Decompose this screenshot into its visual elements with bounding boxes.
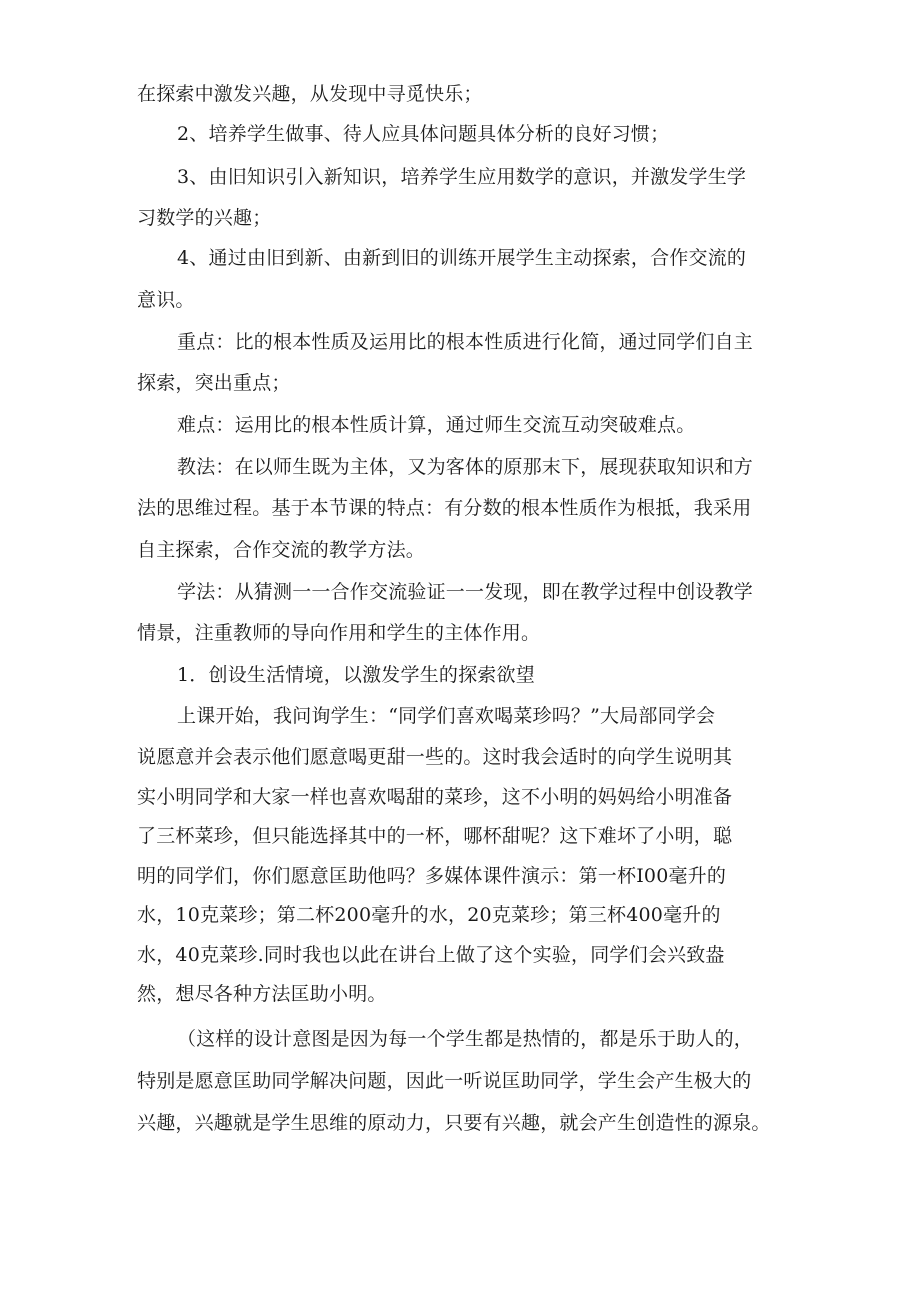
text-line: 教法：在以师生既为主体，又为客体的原那末下，展现获取知识和方	[177, 456, 754, 478]
text-line: 说愿意并会表示他们愿意喝更甜一些的。这时我会适时的向学生说明其	[137, 746, 733, 768]
text-line: 学法：从猜测一一合作交流验证一一发现，即在教学过程中创设教学	[177, 581, 754, 603]
text-line: 实小明同学和大家一样也喜欢喝甜的菜珍，这不小明的妈妈给小明准备	[137, 786, 733, 808]
text-line: 明的同学们，你们愿意匡助他吗？多媒体课件演示：第一杯I00毫升的	[137, 865, 727, 887]
text-line: 自主探索，合作交流的教学方法。	[137, 539, 426, 561]
text-line: 难点：运用比的根本性质计算，通过师生交流互动突破难点。	[177, 414, 696, 436]
text-line: 上课开始，我问询学生：“同学们喜欢喝菜珍吗？”大局部同学会	[177, 705, 716, 727]
text-line: 意识。	[137, 289, 195, 311]
text-line: 在探索中激发兴趣，从发现中寻觅快乐；	[137, 83, 483, 105]
text-line: 兴趣，兴趣就是学生思维的原动力，只要有兴趣，就会产生创造性的源泉。	[137, 1112, 771, 1134]
text-line: 水，10克菜珍；第二杯200毫升的水，20克菜珍；第三杯400毫升的	[137, 904, 721, 926]
text-line: 法的思维过程。基于本节课的特点：有分数的根本性质作为根抵，我采用	[137, 497, 752, 519]
text-line: 习数学的兴趣；	[137, 207, 272, 229]
text-line: 3、由旧知识引入新知识，培养学生应用数学的意识，并激发学生学	[177, 166, 747, 188]
text-line: 水，40克菜珍.同时我也以此在讲台上做了这个实验，同学们会兴致盎	[137, 944, 725, 966]
text-line: 2、培养学生做事、待人应具体问题具体分析的良好习惯；	[177, 123, 670, 145]
text-line: 特别是愿意匡助同学解决问题，因此一听说匡助同学，学生会产生极大的	[137, 1070, 752, 1092]
text-line: （这样的设计意图是因为每一个学生都是热情的，都是乐于助人的，	[177, 1028, 754, 1050]
section-heading: 1．创设生活情境，以激发学生的探索欲望	[177, 664, 535, 686]
text-line: 情景，注重教师的导向作用和学生的主体作用。	[137, 622, 541, 644]
text-line: 了三杯菜珍，但只能选择其中的一杯，哪杯甜呢？这下难坏了小明，聪	[137, 825, 733, 847]
text-line: 然，想尽各种方法匡助小明。	[137, 983, 387, 1005]
text-line: 重点：比的根本性质及运用比的根本性质进行化简，通过同学们自主	[177, 331, 754, 353]
text-line: 探索，突出重点；	[137, 372, 291, 394]
text-line: 4、通过由旧到新、由新到旧的训练开展学生主动探索，合作交流的	[177, 247, 747, 269]
